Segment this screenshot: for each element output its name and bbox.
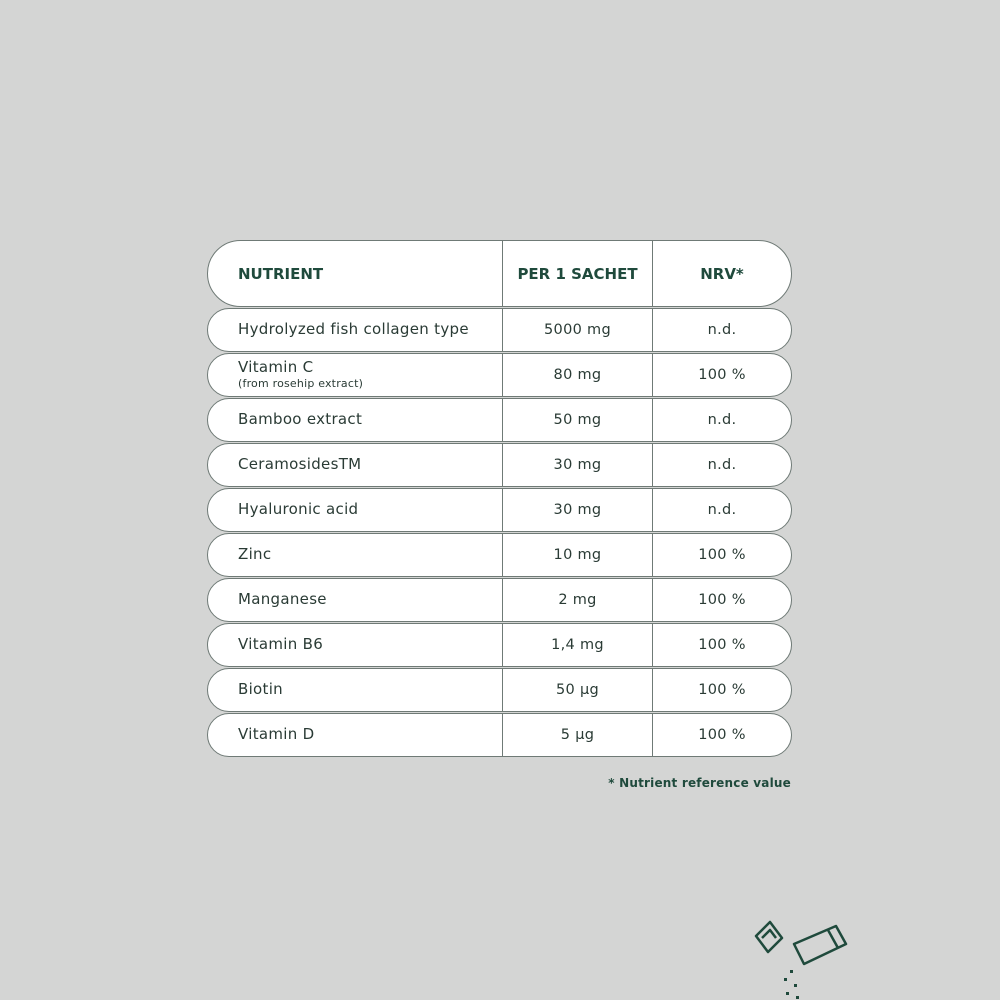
nutrient-sublabel: (from rosehip extract) [238,377,364,391]
nrv-value: n.d. [707,457,737,473]
nutrient-name [208,489,502,531]
nrv-value: 100 % [698,592,746,608]
nutrient-name [208,579,502,621]
table-row [207,488,792,532]
amount-per-sachet: 30 mg [502,489,653,531]
table-row [207,533,792,577]
amount-per-sachet: 30 mg [502,444,653,486]
nutrient-label: Manganese [238,590,327,609]
nrv-value: 100 % [698,637,746,653]
table-row [207,578,792,622]
nrv-value: n.d. [707,412,737,428]
amount-per-sachet: 50 µg [502,669,653,711]
amount-per-sachet: 1,4 mg [502,624,653,666]
nutrition-table [207,240,792,758]
amount-per-sachet: 50 mg [502,399,653,441]
nutrient-name [208,354,502,396]
nrv-value: 100 % [698,367,746,383]
table-row [207,308,792,352]
nrv-value: 100 % [698,547,746,563]
amount-per-sachet: 5000 mg [502,309,653,351]
nutrient-name [208,399,502,441]
nutrient-label: Biotin [238,680,283,699]
nutrient-name [208,309,502,351]
nutrient-name [208,669,502,711]
nrv-value: 100 % [698,682,746,698]
nutrient-name [208,444,502,486]
table-row [207,623,792,667]
amount-per-sachet: 80 mg [502,354,653,396]
nutrient-label: Zinc [238,545,272,564]
header-nrv: NRV* [700,264,744,283]
table-row [207,443,792,487]
nrv-value: n.d. [707,322,737,338]
amount-per-sachet: 2 mg [502,579,653,621]
nrv-value: 100 % [698,727,746,743]
table-body [207,308,792,757]
nutrient-label: Hydrolyzed fish collagen type [238,320,469,339]
nutrient-label: Vitamin D [238,725,315,744]
nutrient-name [208,624,502,666]
nutrient-label: Bamboo extract [238,410,363,429]
table-header-row [207,240,792,307]
nutrient-label: CeramosidesTM [238,455,362,474]
nrv-value: n.d. [707,502,737,518]
header-per-sachet: PER 1 SACHET [502,241,653,306]
nutrient-label: Vitamin C [238,358,314,377]
table-row [207,353,792,397]
amount-per-sachet: 5 µg [502,714,653,756]
table-row [207,668,792,712]
nutrient-label: Hyaluronic acid [238,500,359,519]
footnote: * Nutrient reference value [608,776,791,790]
table-row [207,713,792,757]
header-nutrient: NUTRIENT [238,264,324,283]
nutrient-name [208,714,502,756]
nutrient-label: Vitamin B6 [238,635,324,654]
table-row [207,398,792,442]
sachet-icon [748,912,858,1000]
amount-per-sachet: 10 mg [502,534,653,576]
nutrient-name [208,534,502,576]
